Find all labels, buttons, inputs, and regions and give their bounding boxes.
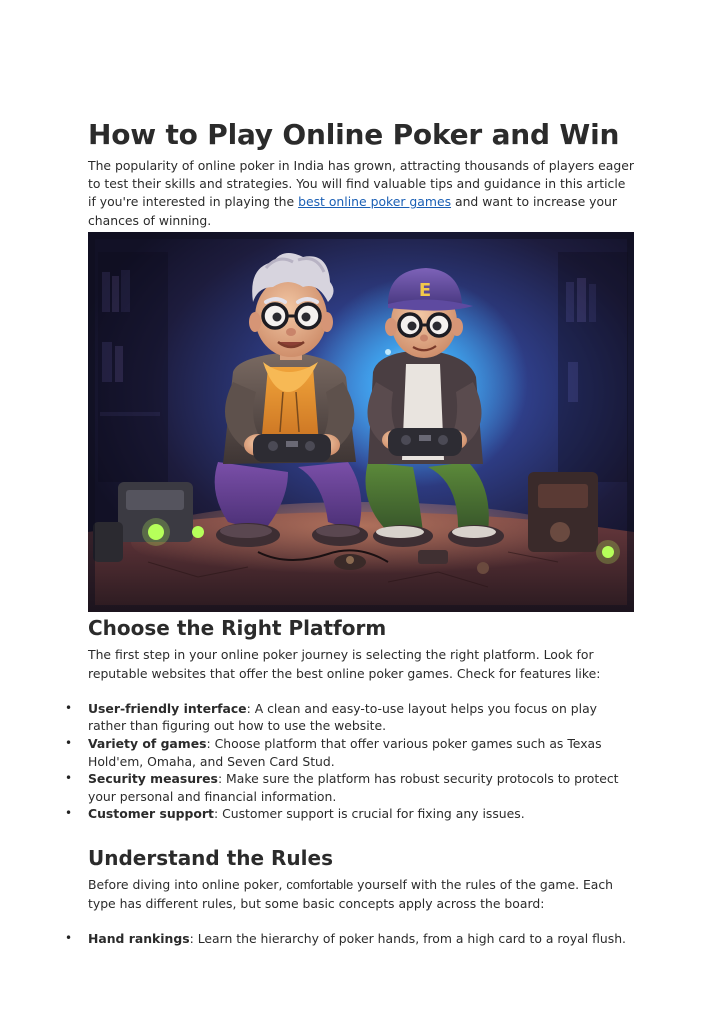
intro-text-end: and want to increase your chances of winning. [88,194,617,228]
intro-paragraph [88,157,636,230]
section-heading-choose-platform: Choose the Right Platform [88,615,387,640]
hero-illustration [88,232,634,612]
section2-text-start: Before diving into online poker, [88,876,287,892]
list-item-desc: : Make sure the platform has robust security protocols to protect your personal and financial information. [88,771,619,804]
game-controller-left [253,434,331,462]
article-content [88,118,636,948]
list-item-desc: : A clean and easy-to-use layout helps you focus on play rather than figuring out how to use the website. [88,700,597,734]
cap-letter: E [418,279,432,301]
list-item-desc: : Choose platform that offer various poker games such as Texas Hold'em, Omaha, and Seven Card Stud. [88,736,602,769]
game-controller-right [388,428,462,456]
list-item-term: Hand rankings [88,930,190,946]
bookshelf-right [558,252,628,482]
list-item-term: Variety of games [88,736,207,751]
list-item-term: User-friendly interface [88,700,247,716]
list-item [88,930,636,948]
best-online-poker-games-link[interactable]: best online poker games [298,194,452,210]
list-item-term: Customer support [88,806,214,822]
list-item-desc: : Customer support is crucial for fixing any issues. [213,806,525,822]
section2-text-end: yourself with the rules of the game. Each type has different rules, but some basic concepts apply across the board: [88,876,614,911]
bookshelf-left [98,252,168,482]
section2-paragraph [88,875,636,913]
section-heading-understand-rules: Understand the Rules [88,845,333,870]
article-title: How to Play Online Poker and Win [88,118,620,151]
section2-highlight-word: comfortable [286,876,354,892]
list-item [88,735,636,770]
intro-text-start: The popularity of online poker in India has grown, attracting thousands of players eager to test their skills and strategies. You will find valuable tips and guidance in this article if you're interested in playing the [88,158,634,210]
rules-list [88,930,636,948]
list-item [88,805,636,823]
list-item [88,700,636,735]
platform-features-list [88,700,636,823]
list-item-desc: : Learn the hierarchy of poker hands, from a high card to a royal flush. [189,930,626,946]
list-item-term: Security measures [88,771,218,787]
list-item [88,770,636,805]
section1-paragraph: The first step in your online poker journey is selecting the right platform. Look for reputable websites that offer the best online poker games. Check for features like: [88,646,601,681]
